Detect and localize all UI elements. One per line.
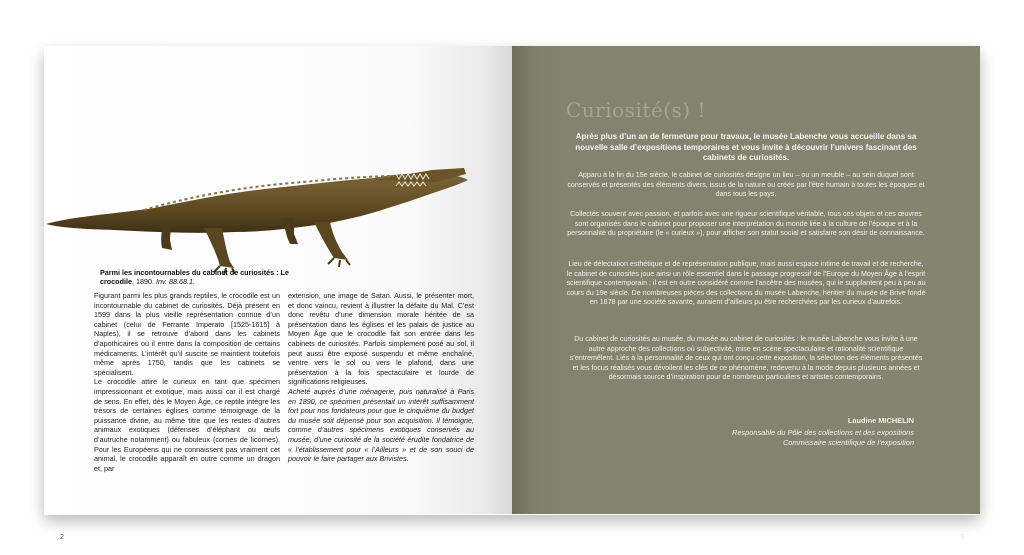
right-page [512,46,980,541]
page-number-right: 3 [960,534,964,541]
image-caption [100,268,300,286]
paragraph: Apparu à la fin du 15e siècle, le cabinet de curiosités désigne un lieu – ou un meuble – au sein duquel sont conservés et présentés des éléments divers, issus de la nature ou créés par l’être humain à toutes les époques et dans tous les pays. [567,171,925,199]
paragraph: Figurant parmi les plus grands reptiles, le crocodile est un incontournable du cabinet de curiosités. Déjà présent en 1599 dans la plus vieille représentation connue d’un cabinet (celui de Ferrante Imperato [1525-1615] à Naples), il se retrouve d’abord dans les cabinets d’apothicaires où il entre dans la composition de certains médicaments. L’intérêt qu’il suscite se maintient toutefois même après 1750, tandis que les cabinets se spécialisent. [94,291,280,377]
paragraph: Collectés souvent avec passion, et parfois avec une rigueur scientifique véritable, tous ces objets et ces œuvres sont organisés dans le cabinet pour proposer une interprétation du monde liée à la culture de l’époque et à la personnalité du propriétaire (le « curieux »), pour afficher son statut social et satisfaire son désir de connaissance. [567,210,925,238]
signature-role [732,428,914,448]
paragraph: Lieu de délectation esthétique et de représentation publique, mais aussi espace intime de travail et de recherche, le cabinet de curiosités joue ainsi un rôle essentiel dans le passage progressif de l’Europe du Moyen Âge à l’esprit scientifique contemporain ; il est en outre considéré comme l’ancêtre des musées, qui le supplantent peu à peu au cours du 19e siècle. De nombreuses pièces des collections du musée Labenche, héritier du musée de Brive fondé en 1878 par une société savante, auraient d’ailleurs pu être recherchées par les curieux d’autrefois. [566,260,926,307]
left-page [44,46,512,541]
paragraph: Le crocodile attire le curieux en tant que spécimen impressionnant et exotique, mais aussi car il est chargé de sens. En effet, dès le Moyen Âge, ce reptile intègre les trésors de certaines églises comme témoignage de la puissance divine, au même titre que les restes d’autres animaux exotiques (défenses d’éléphant ou œufs d’autruche notamment) ou fabuleux (cornes de licornes). Pour les Européens qui ne connaissent pas vraiment cet animal, le crocodile apparaît en outre comme un dragon et, par [94,377,280,473]
text-column-2 [288,291,474,464]
signature-role-1: Responsable du Pôle des collections et des expositions [731,428,914,437]
paragraph: Du cabinet de curiosités au musée, du musée au cabinet de curiosités : le musée Labenche vous invite à une autre approche des collections où subjectivité, mise en scène spectaculaire et rationalité scientifique s’entremêlent. Liés à la personnalité de ceux qui ont conçu cette exposition, la sélection des éléments présentés et les focus réalisés vous dévoilent les clés de ce phénomène, redevenu à la mode depuis plusieurs années et désormais source d’inspiration pour de nombreux particuliers et artistes contemporains. [569,335,923,382]
signature-name: Laudine MICHELIN [847,416,914,425]
crocodile-image [44,128,472,278]
signature-role-2: Commissaire scientifique de l’exposition [782,438,914,447]
caption-title: Parmi les incontournables du cabinet de curiosités : Le crocodile [100,268,289,286]
text-column-1 [94,291,280,473]
intro-paragraph: Après plus d’un an de fermeture pour travaux, le musée Labenche vous accueille dans sa nouvelle salle d’expositions temporaires et vous invite à découvrir l’univers fascinant des cabinets de curiosités. [575,132,917,162]
page-number-left: 2 [60,534,64,541]
caption-inventory: Inv. 88.68.1. [155,277,195,286]
italic-paragraph: Acheté auprès d’une ménagerie, puis naturalisé à Paris en 1890, ce spécimen présentait un intérêt suffisamment fort pour nos fondateurs pour que le cinquième du budget du musée soit dépensé pour son acquisition. Il témoigne, comme d’autres spécimens exotiques conservés au musée, d’une curiosité de la société érudite fondatrice de « l’établissement pour « l’Ailleurs » et de son souci de pouvoir le faire partager aux Brivistes. [288,386,474,464]
page-title: Curiosité(s) ! [566,98,706,122]
caption-date: , 1890. [131,277,156,286]
paragraph: extension, une image de Satan. Aussi, le présenter mort, et donc vaincu, revient à illustrer la défaite du Mal. C’est donc revêtu d’une dimension morale héritée de sa présentation dans les églises et les palais de justice au Moyen Âge que le crocodile fait son entrée dans les cabinets de curiosités. Parfois simplement posé au sol, il peut aussi être exposé suspendu et même enchaîné, ventre vers le sol ou vers le plafond, dans une présentation à la fois spectaculaire et lourde de significations religieuses. [288,291,474,387]
